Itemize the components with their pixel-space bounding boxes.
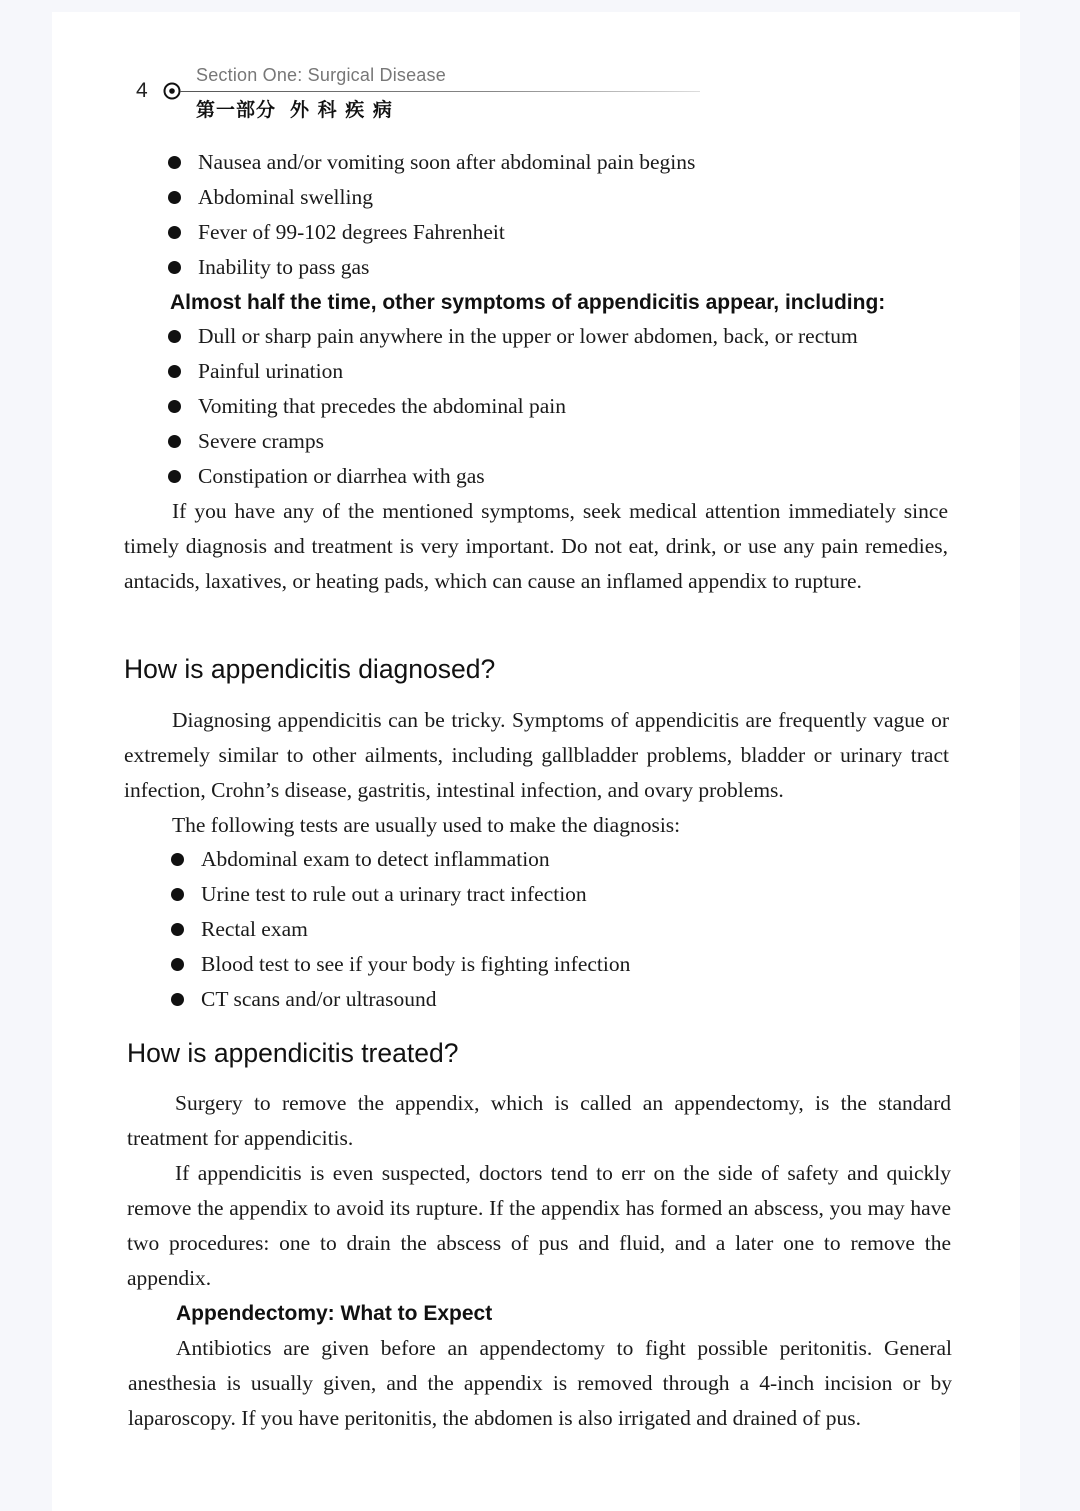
appendectomy-subheading: Appendectomy: What to Expect (176, 1302, 493, 1325)
section-name-zh: 外 科 疾 病 (290, 99, 393, 121)
treatment-heading: How is appendicitis treated? (127, 1038, 459, 1068)
target-bullet-icon (163, 82, 181, 100)
bullet-icon (171, 923, 184, 936)
section-title-en: Section One: Surgical Disease (196, 65, 446, 85)
diagnosis-heading: How is appendicitis diagnosed? (124, 654, 496, 684)
tests-intro: The following tests are usually used to make the diagnosis: (172, 813, 681, 837)
bullet-icon (168, 365, 181, 378)
treatment-paragraph-3: Antibiotics are given before an appendectomy to fight possible peritonitis. General anesthesia is usually given, and the appendix is removed through a 4-inch incision or by laparoscopy. If you have peritonitis, the abdomen is also irrigated and drained of pus. (128, 1336, 952, 1430)
bullet-icon (168, 400, 181, 413)
header-rule (180, 91, 700, 92)
treatment-paragraph-2: If appendicitis is even suspected, doctors tend to err on the side of safety and quickly remove the appendix to avoid its rupture. If the appendix has formed an abscess, you may have two procedures: one to drain the abscess of pus and fluid, and a later one to remove the appendix. (127, 1161, 951, 1290)
bullet-icon (168, 470, 181, 483)
bullet-icon (171, 958, 184, 971)
section-title-zh (196, 95, 393, 122)
bullet-icon (168, 191, 181, 204)
section-part-zh: 第一部分 (196, 99, 277, 121)
other-symptoms-heading: Almost half the time, other symptoms of appendicitis appear, including: (170, 291, 886, 314)
bullet-icon (168, 156, 181, 169)
bullet-icon (168, 435, 181, 448)
bullet-icon (171, 853, 184, 866)
warning-paragraph: If you have any of the mentioned symptoms, seek medical attention immediately since timely diagnosis and treatment is very important. Do not eat, drink, or use any pain remedies, antacids, laxatives, or heating pads, which can cause an inflamed appendix to rupture. (124, 499, 948, 593)
treatment-paragraph-1: Surgery to remove the appendix, which is called an appendectomy, is the standard treatment for appendicitis. (127, 1091, 951, 1150)
bullet-icon (168, 226, 181, 239)
bullet-icon (168, 330, 181, 343)
bullet-icon (171, 993, 184, 1006)
bullet-icon (168, 261, 181, 274)
bullet-icon (171, 888, 184, 901)
page-number: 4 (136, 79, 148, 102)
diagnosis-paragraph: Diagnosing appendicitis can be tricky. Symptoms of appendicitis are frequently vague or extremely similar to other ailments, including gallbladder problems, bladder or urinary tract infection, Crohn’s disease, gastritis, intestinal infection, and ovary problems. (124, 708, 949, 802)
